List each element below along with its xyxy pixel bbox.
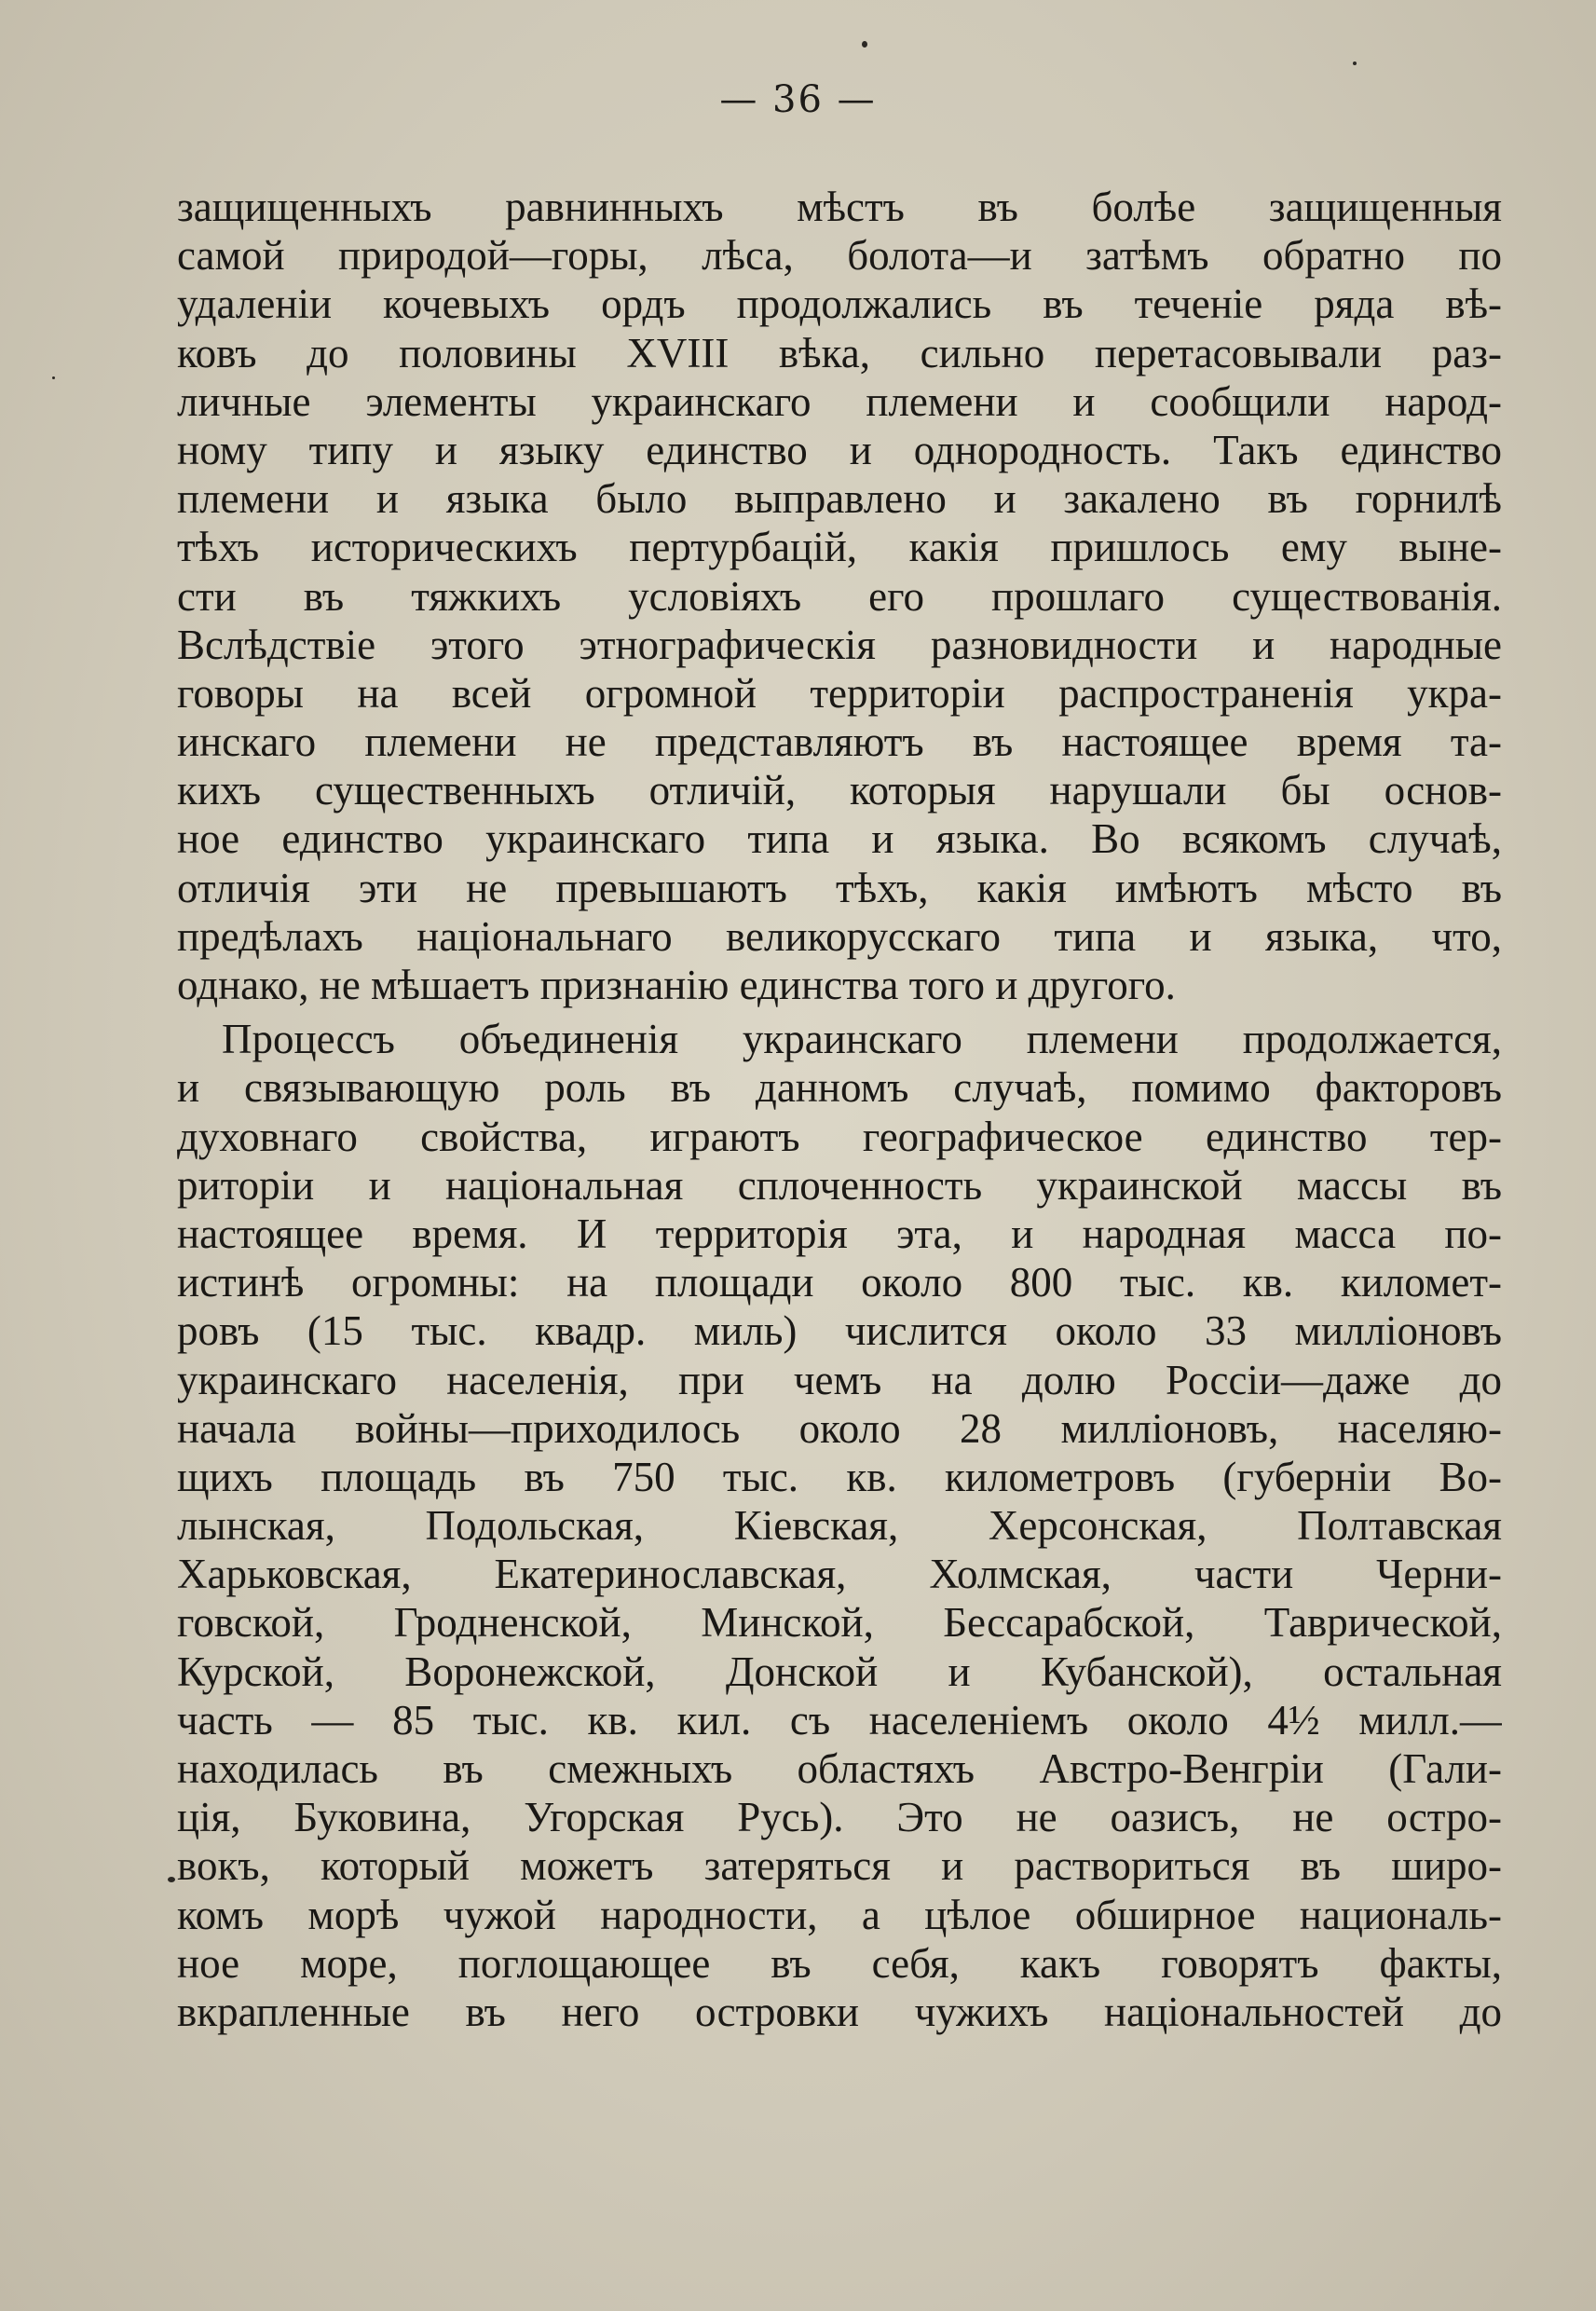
text-line: личные элементы украинскаго племени и сообщили народ-	[177, 377, 1502, 425]
text-line: лынская, Подольская, Кіевская, Херсонская, Полтавская	[177, 1502, 1502, 1550]
text-line: ковъ до половины XVIII вѣка, сильно перетасовывали раз-	[177, 329, 1502, 376]
text-line: говоры на всей огромной территоріи распространенія укра-	[177, 669, 1502, 717]
text-line: однако, не мѣшаетъ признанію единства того и другого.	[177, 962, 1176, 1008]
text-line: начала войны—приходилось около 28 милліоновъ, населяю-	[177, 1404, 1502, 1452]
text-line: кихъ существенныхъ отличій, которыя нарушали бы основ-	[177, 767, 1502, 814]
text-line: находилась въ смежныхъ областяхъ Австро-Венгріи (Гали-	[177, 1745, 1502, 1792]
print-speck	[862, 41, 867, 48]
paragraph-1	[177, 183, 1502, 1009]
text-line: часть — 85 тыс. кв. кил. съ населеніемъ около 4½ милл.—	[177, 1696, 1502, 1744]
text-line: щихъ площадь въ 750 тыс. кв. километровъ (губерніи Во-	[177, 1453, 1502, 1500]
text-line: защищенныхъ равнинныхъ мѣстъ въ болѣе защищенныя	[177, 184, 1502, 230]
paragraph-2	[177, 1015, 1502, 2036]
text-line: вкрапленные въ него островки чужихъ національностей до	[177, 1988, 1502, 2035]
text-line: Вслѣдствіе этого этнографическія разновидности и народные	[177, 621, 1502, 668]
text-line: украинскаго населенія, при чемъ на долю Россіи—даже до	[177, 1356, 1502, 1403]
text-line: предѣлахъ національнаго великорусскаго типа и языка, что,	[177, 912, 1502, 960]
text-line: отличія эти не превышаютъ тѣхъ, какія имѣютъ мѣсто въ	[177, 864, 1502, 911]
text-line: вокъ, который можетъ затеряться и раствориться въ широ-	[177, 1842, 1502, 1890]
text-line: ція, Буковина, Угорская Русь). Это не оазисъ, не остро-	[177, 1794, 1502, 1841]
text-line: Курской, Воронежской, Донской и Кубанской), остальная	[177, 1648, 1502, 1695]
page-number: — 36 —	[719, 78, 877, 121]
text-line: риторіи и національная сплоченность украинской массы въ	[177, 1161, 1502, 1209]
text-line: Процессъ объединенія украинскаго племени продолжается,	[222, 1016, 1502, 1063]
text-line: самой природой—горы, лѣса, болота—и затѣмъ обратно по	[177, 232, 1502, 280]
text-line: ному типу и языку единство и однородность. Такъ единство	[177, 426, 1502, 473]
text-line: говской, Гродненской, Минской, Бессарабской, Таврической,	[177, 1599, 1502, 1647]
print-speck	[1353, 62, 1357, 65]
text-line: удаленіи кочевыхъ ордъ продолжались въ теченіе ряда вѣ-	[177, 280, 1502, 328]
print-speck	[52, 376, 55, 379]
text-line: ное единство украинскаго типа и языка. Во всякомъ случаѣ,	[177, 815, 1502, 863]
text-line: ное море, поглощающее въ себя, какъ говорятъ факты,	[177, 1939, 1502, 1987]
text-line: Харьковская, Екатеринославская, Холмская, части Черни-	[177, 1551, 1502, 1598]
text-line: истинѣ огромны: на площади около 800 тыс. кв. километ-	[177, 1259, 1502, 1306]
text-line: ровъ (15 тыс. квадр. миль) числится около 33 милліоновъ	[177, 1307, 1502, 1355]
text-line: комъ морѣ чужой народности, а цѣлое обширное националь-	[177, 1891, 1502, 1938]
text-line: настоящее время. И территорія эта, и народная масса по-	[177, 1210, 1502, 1257]
text-line: духовнаго свойства, играютъ географическое единство тер-	[177, 1113, 1502, 1160]
text-line: инскаго племени не представляютъ въ настоящее время та-	[177, 718, 1502, 766]
body-text	[177, 183, 1502, 2036]
text-line: сти въ тяжкихъ условіяхъ его прошлаго существованія.	[177, 572, 1502, 620]
text-line: племени и языка было выправлено и закалено въ горнилѣ	[177, 475, 1502, 523]
text-line: тѣхъ историческихъ пертурбацій, какія пришлось ему выне-	[177, 524, 1502, 571]
text-line: и связывающую роль въ данномъ случаѣ, помимо факторовъ	[177, 1064, 1502, 1112]
print-speck	[168, 1877, 175, 1882]
